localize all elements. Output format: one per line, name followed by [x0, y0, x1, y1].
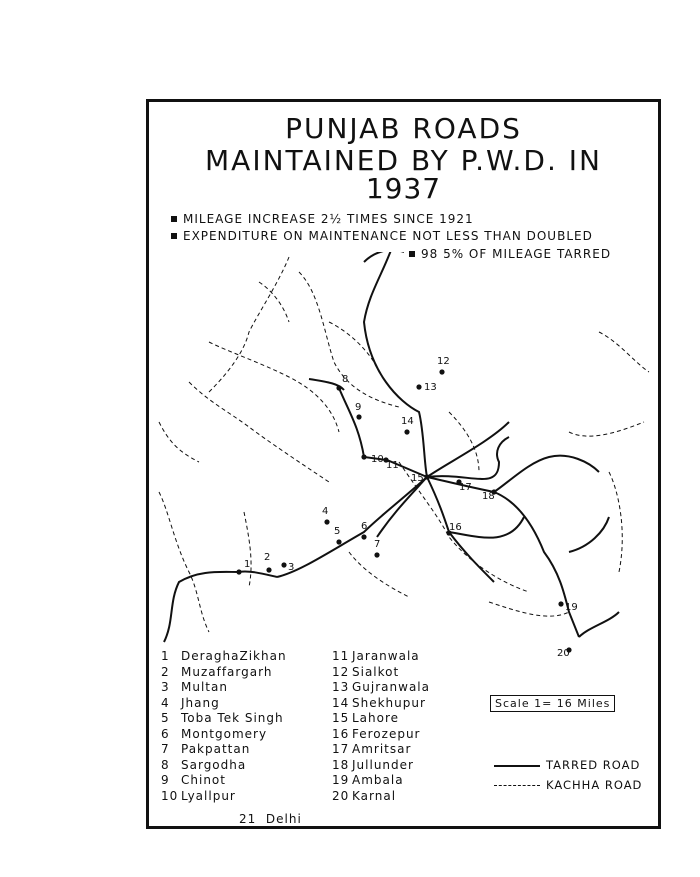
year: 1937 — [365, 172, 442, 205]
city-label: 19 — [565, 602, 578, 613]
legend-city-name: Multan — [181, 680, 228, 694]
legend-number: 2 — [161, 664, 170, 679]
legend-city-name: Jaranwala — [352, 649, 420, 663]
legend-city-name: Pakpattan — [181, 742, 251, 756]
legend-item — [161, 649, 287, 665]
city-label: 10 — [371, 454, 384, 465]
legend-number: 13 — [332, 680, 350, 694]
legend-item — [161, 665, 287, 681]
city-label: 9 — [355, 402, 362, 413]
legend-item — [161, 711, 287, 727]
legend-item — [332, 773, 430, 789]
legend-city-name: Gujranwala — [352, 680, 430, 694]
legend-number: 15 — [332, 711, 350, 725]
city-label: 6 — [361, 521, 368, 532]
kachha-roads — [159, 257, 649, 632]
legend-item — [161, 758, 287, 774]
legend-number: 6 — [161, 726, 170, 741]
legend-item — [332, 649, 430, 665]
legend-city-name: Muzaffargarh — [181, 664, 273, 679]
legend-number: 11 — [332, 649, 350, 663]
legend-number: 1 — [161, 649, 170, 663]
map-title: PUNJAB ROADS — [285, 112, 522, 145]
legend-city-name: Toba Tek Singh — [181, 711, 284, 725]
city-label: 1 — [244, 559, 251, 570]
bullet-square-icon — [171, 233, 177, 239]
legend-number: 20 — [332, 788, 350, 803]
bullet-square-icon — [171, 216, 177, 222]
legend-number: 19 — [332, 773, 350, 787]
legend-number: 14 — [332, 695, 350, 710]
legend-item — [332, 758, 430, 774]
legend-city-name: Ferozepur — [352, 726, 421, 741]
legend-number: 17 — [332, 742, 350, 756]
legend-number: 5 — [161, 711, 170, 725]
legend-item-delhi: 21 Delhi — [239, 812, 302, 826]
legend-item — [332, 711, 430, 727]
city-label: 15 — [411, 473, 424, 484]
map-frame — [146, 99, 661, 829]
legend-city-name: Lahore — [352, 711, 400, 725]
city-label: 16 — [449, 522, 462, 533]
city-label: 11 — [386, 460, 399, 471]
legend-number: 4 — [161, 695, 170, 710]
city-label: 14 — [401, 416, 414, 427]
legend-number: 8 — [161, 757, 170, 772]
tarred-roads — [164, 252, 619, 642]
legend-item — [161, 742, 287, 758]
legend-city-name: Shekhupur — [352, 695, 426, 710]
city-label: 12 — [437, 356, 450, 367]
city-label: 17 — [459, 482, 472, 493]
city-label: 13 — [424, 382, 437, 393]
legend-item — [161, 680, 287, 696]
legend-city-name: Sialkot — [352, 664, 400, 679]
legend-number: 7 — [161, 742, 170, 756]
legend-city-name: Jhang — [181, 695, 220, 710]
legend-city-name: Lyallpur — [181, 788, 236, 803]
legend-tarred-road: TARRED ROAD — [494, 758, 640, 772]
city-label: 3 — [288, 562, 295, 573]
legend-city-name: Sargodha — [181, 757, 247, 772]
legend-item — [332, 789, 430, 805]
year-block — [149, 172, 658, 205]
legend-city-name: Ambala — [352, 773, 404, 787]
solid-line-icon — [494, 765, 540, 767]
city-label: 20 — [557, 648, 570, 659]
road-map — [149, 252, 658, 682]
legend-item — [161, 727, 287, 743]
legend-number: 9 — [161, 773, 170, 787]
legend-list-middle — [332, 649, 430, 804]
note-mileage: MILEAGE INCREASE 2½ TIMES SINCE 1921 — [171, 212, 474, 226]
legend-list-left — [161, 649, 287, 804]
legend-item — [332, 727, 430, 743]
legend-city-name: Amritsar — [352, 742, 412, 756]
legend-number: 12 — [332, 664, 350, 679]
legend-city-name: Jullunder — [352, 757, 414, 772]
city-label: 18 — [482, 491, 495, 502]
legend-item — [332, 680, 430, 696]
city-label: 8 — [342, 374, 349, 385]
city-label: 4 — [322, 506, 329, 517]
city-markers — [236, 369, 591, 682]
legend-city-name: Chinot — [181, 773, 226, 787]
legend-item — [161, 789, 287, 805]
map-subtitle: MAINTAINED BY P.W.D. IN — [205, 144, 602, 177]
legend-item — [161, 773, 287, 789]
city-label: 5 — [334, 526, 341, 537]
legend-number: 10 — [161, 788, 179, 803]
legend-item — [332, 665, 430, 681]
city-label: 7 — [374, 539, 381, 550]
note-expenditure: EXPENDITURE ON MAINTENANCE NOT LESS THAN DOUBLED — [171, 229, 593, 243]
legend-number: 18 — [332, 757, 350, 772]
legend-city-name: Karnal — [352, 788, 397, 803]
scale-box: Scale 1= 16 Miles — [490, 695, 615, 712]
legend-city-name: Montgomery — [181, 726, 268, 741]
city-labels — [244, 356, 599, 682]
legend-item — [332, 742, 430, 758]
legend-kachha-road: KACHHA ROAD — [494, 778, 642, 792]
legend-item — [161, 696, 287, 712]
legend-item — [332, 696, 430, 712]
dashed-line-icon — [494, 785, 540, 786]
legend-city-name: DeraghaZikhan — [181, 649, 287, 663]
city-label: 2 — [264, 552, 271, 563]
note-tarred: 98 5% OF MILEAGE TARRED — [409, 247, 611, 261]
legend-number: 16 — [332, 726, 350, 741]
legend-number: 3 — [161, 680, 170, 694]
